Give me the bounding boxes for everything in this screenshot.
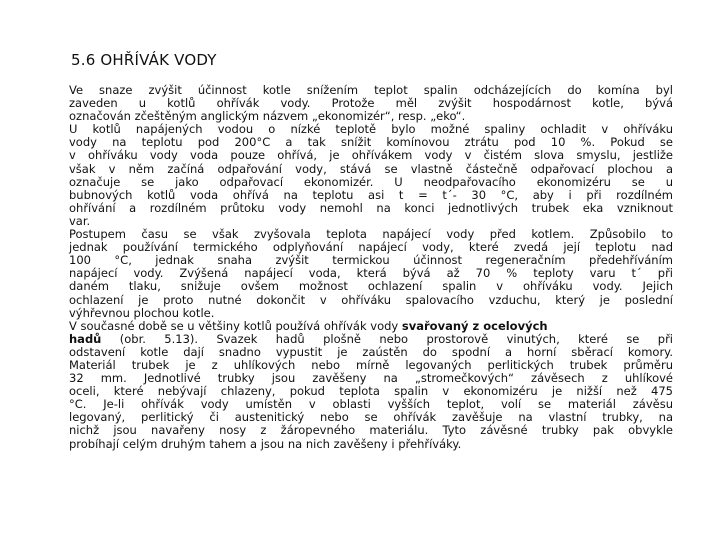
text-line: Materiál trubek je z uhlíkových nebo mírně legovaných perlitických trubek průměru [69,357,673,372]
bold-term: svařovaný z ocelových [401,318,548,333]
text-line: Ve snaze zvýšit účinnost kotle snížením teplot spalin odcházejících do komína byl [69,83,673,97]
text-line: U kotlů napájených vodou o nízké teplotě bylo možné spaliny ochladit v ohříváku [69,122,673,137]
text-line: oceli, které nebývají chlazeny, pokud teplota spalin v ekonomizéru je nižší než 475 [69,384,673,399]
text-line: ochlazení je proto nutné dokončit v ohříváku spalovacího vzduchu, který je poslední [69,292,673,307]
text-line: označován zčeštěným anglickým názvem „ekonomizér“, resp. „eko“. [69,109,466,124]
text-line: Postupem času se však zvyšovala teplota napájecí vody před kotlem. Způsobilo to [69,227,673,242]
text-line: v ohříváku vody voda pouze ohřívá, je ohřívákem vody v čistém slova smyslu, jestliže [69,148,673,163]
text-line: 100 °C, jednak snaha zvýšit termickou účinnost regeneračním předehříváním [69,253,673,268]
text-line: var. [69,213,91,228]
section-heading: 5.6 OHŘÍVÁK VODY [71,51,217,69]
text-line: odstavení kotle dají snadno vypustit je zaústěn do spodní a horní sběrací komory. [69,344,673,359]
text-line: však v něm začíná odpařování vody, stává se vlastně částečně odpařovací plochou a [69,161,673,176]
text-line: označuje se jako odpařovací ekonomizér. U neodpařovacího ekonomizéru se u [69,174,673,189]
text-line: jednak používání termického odplyňování napájecí vody, které zvedá její teplotu nad [69,240,673,255]
text-line: ohřívání a rozdílném průtoku vody nemohl na konci jednotlivých trubek eka vzniknout [69,200,673,215]
paragraph [69,228,673,320]
paragraph [69,320,673,451]
text-line: legovaný, perlitický či austenitický nebo se ohřívák zavěšuje na vlastní trubky, na [69,410,673,425]
text-line: napájecí vody. Zvýšená napájecí voda, která bývá až 70 % teploty varu t´ při [69,266,673,281]
text-line: 32 mm. Jednotlivé trubky jsou zavěšeny na „stromečkových“ závěsech z uhlíkové [69,371,673,386]
paragraph [69,123,673,228]
text-line: výhřevnou plochou kotle. [69,305,215,320]
bold-term: hadů [69,331,102,346]
text-line: daném tlaku, snižuje ovšem možnost ochlazení spalin v ohříváku vody. Jejich [69,279,673,294]
text-line: zaveden u kotlů ohřívák vody. Protože měl zvýšit hospodárnost kotle, bývá [69,96,673,111]
text-line: V současné době se u většiny kotlů používá ohřívák vody svařovaný z ocelových [69,318,548,333]
text-line: vody na teplotu pod 200°C a tak snížit komínovou ztrátu pod 10 %. Pokud se [69,135,673,150]
text-line: nichž jsou navařeny nosy z žáropevného materiálu. Tyto závěsné trubky pak obvykle [69,423,673,438]
paragraph [69,84,673,123]
text-line: bubnových kotlů voda ohřívá na teplotu asi t = t´- 30 °C, aby i při rozdílném [69,187,673,202]
text-line: hadů (obr. 5.13). Svazek hadů plošně nebo prostorově vinutých, které se při [69,331,673,346]
text-line: °C. Je-li ohřívák vody umístěn v oblasti vyšších teplot, volí se materiál závěsu [69,397,673,412]
section-body [69,84,673,451]
text-line: probíhají celým druhým tahem a jsou na nich zavěšeny i přehříváky. [69,436,462,451]
